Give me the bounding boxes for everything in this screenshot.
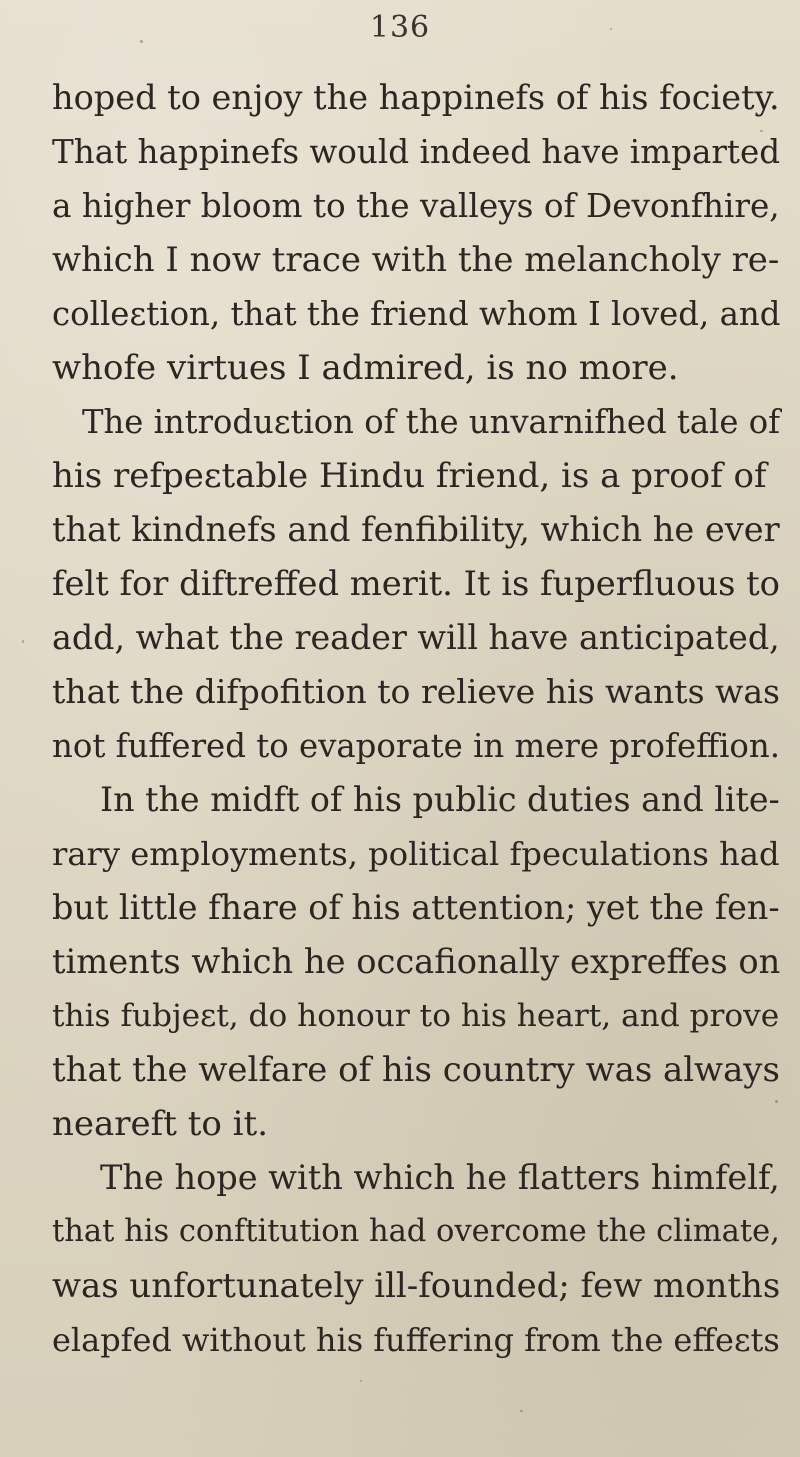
text-line: this fubjeɛt, do honour to his heart, and prove [52,998,780,1034]
text-line: that the welfare of his country was always [52,1050,780,1089]
text-line: that the difpofition to relieve his wants was [52,672,780,711]
text-line: a higher bloom to the valleys of Devonfhire, [52,187,780,225]
text-line: his refpeɛtable Hindu friend, is a proof of [52,456,767,496]
text-line: whofe virtues I admired, is no more. [52,348,679,388]
text-line: In the midft of his public duties and lite- [100,780,780,819]
text-line: was unfortunately ill-founded; few months [52,1266,781,1305]
text-line: felt for diftreffed merit. It is fuperfluous to [52,564,780,603]
text-line: that his conftitution had overcome the climate, [52,1214,780,1249]
text-line: rary employments, political fpeculations had [52,835,780,873]
text-line: neareft to it. [52,1104,269,1144]
text-line: hoped to enjoy the happinefs of his fociety. [52,78,780,117]
text-line: That happinefs would indeed have imparted [52,133,781,171]
text-line: timents which he occafionally expreffes on [52,942,781,981]
paper-speck [520,1410,523,1412]
text-line: not fuffered to evaporate in mere profeffion. [52,727,781,765]
text-line: The introduɛtion of the unvarnifhed tale of [82,403,781,441]
text-line: but little fhare of his attention; yet the fen- [52,888,780,927]
paper-speck [775,1100,778,1103]
text-line: add, what the reader will have anticipated, [52,618,780,657]
paper-speck [360,1380,362,1382]
text-line: which I now trace with the melancholy re- [52,240,780,280]
paper-speck [22,640,24,643]
text-line: colleɛtion, that the friend whom I loved, and [52,295,781,333]
text-line: elapfed without his fuffering from the effeɛts [52,1321,780,1359]
text-line: The hope with which he flatters himfelf, [100,1158,780,1197]
page-number: 136 [369,10,431,45]
text-line: that kindnefs and fenfibility, which he ever [52,510,780,549]
